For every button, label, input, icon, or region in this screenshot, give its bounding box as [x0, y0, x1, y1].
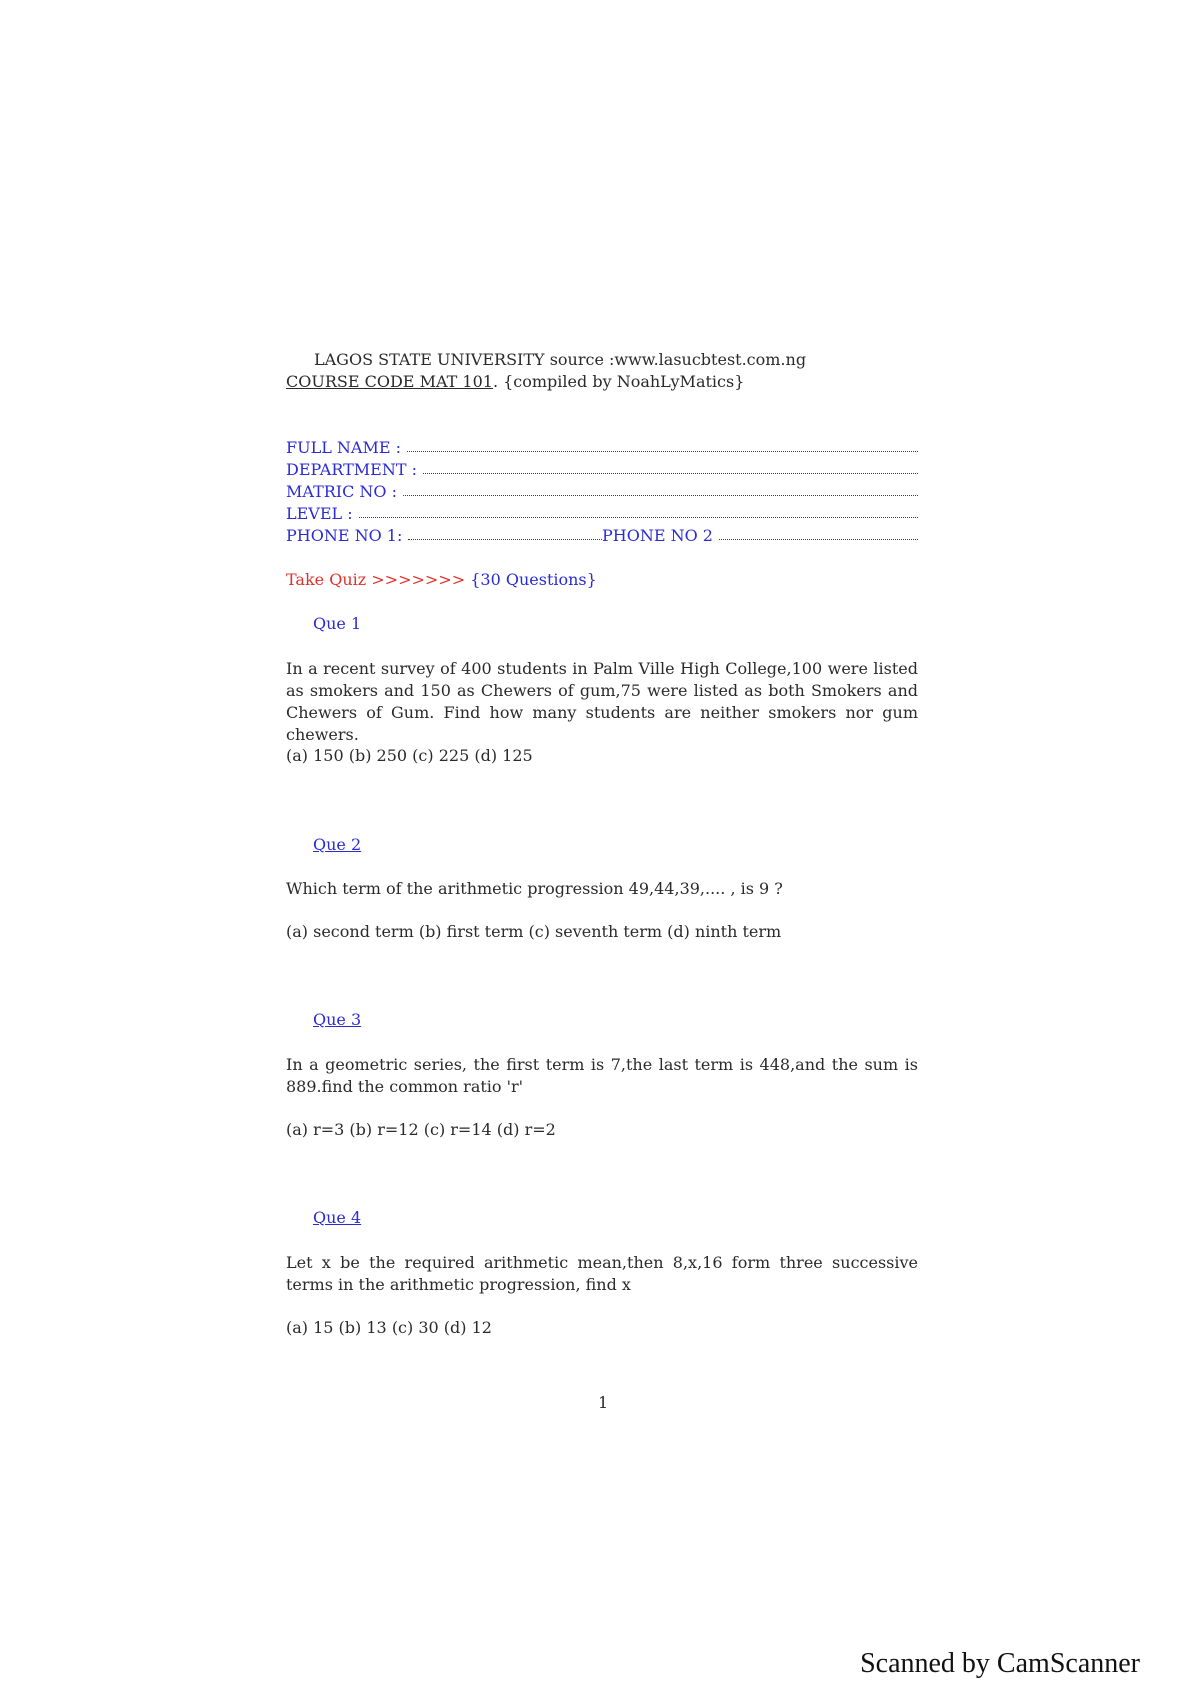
question-1-options: (a) 150 (b) 250 (c) 225 (d) 125 — [286, 746, 533, 765]
phone-no-1-field[interactable] — [286, 526, 602, 545]
take-quiz-line — [286, 570, 597, 589]
university-source-line: LAGOS STATE UNIVERSITY source :www.lasucbtest.com.ng — [314, 350, 807, 369]
question-2-label[interactable]: Que 2 — [313, 835, 362, 854]
department-label: DEPARTMENT : — [286, 460, 418, 479]
full-name-field[interactable] — [286, 438, 918, 457]
question-3-options: (a) r=3 (b) r=12 (c) r=14 (d) r=2 — [286, 1120, 556, 1139]
matric-no-label: MATRIC NO : — [286, 482, 398, 501]
level-label: LEVEL : — [286, 504, 353, 523]
compiled-by: . {compiled by NoahLyMatics} — [492, 372, 745, 391]
level-field[interactable] — [286, 504, 918, 523]
phone-no-2-label: PHONE NO 2 — [602, 526, 713, 545]
question-2-text: Which term of the arithmetic progression 49,44,39,.... , is 9 ? — [286, 879, 783, 898]
question-2-options: (a) second term (b) first term (c) seventh term (d) ninth term — [286, 922, 782, 941]
matric-no-field[interactable] — [286, 482, 918, 501]
take-quiz-link[interactable]: Take Quiz >>>>>>> — [286, 570, 466, 589]
department-blank[interactable] — [423, 460, 918, 474]
question-1-label: Que 1 — [313, 614, 362, 633]
question-3-label[interactable]: Que 3 — [313, 1010, 362, 1029]
course-code: COURSE CODE MAT 101 — [286, 372, 493, 391]
course-line — [286, 372, 744, 391]
matric-no-blank[interactable] — [403, 482, 918, 496]
question-4-options: (a) 15 (b) 13 (c) 30 (d) 12 — [286, 1318, 492, 1337]
page-number: 1 — [598, 1393, 609, 1412]
department-field[interactable] — [286, 460, 918, 479]
camscanner-watermark: Scanned by CamScanner — [860, 1648, 1140, 1679]
phone-no-1-label: PHONE NO 1: — [286, 526, 403, 545]
phone-no-2-field[interactable] — [602, 526, 918, 545]
phone-no-2-blank[interactable] — [719, 526, 918, 540]
full-name-blank[interactable] — [407, 438, 918, 452]
question-4-text: Let x be the required arithmetic mean,then 8,x,16 form three successive terms in the arithmetic progression, find x — [286, 1253, 918, 1294]
phone-no-1-blank[interactable] — [408, 526, 602, 540]
phone-fields — [286, 526, 918, 545]
question-1-text: In a recent survey of 400 students in Palm Ville High College,100 were listed as smokers and 150 as Chewers of gum,75 were listed as both Smokers and Chewers of Gum. Find how many students are neither smokers nor gum chewers. — [286, 659, 918, 744]
level-blank[interactable] — [359, 504, 918, 518]
question-count: {30 Questions} — [470, 570, 597, 589]
full-name-label: FULL NAME : — [286, 438, 402, 457]
question-4-label[interactable]: Que 4 — [313, 1208, 362, 1227]
question-3-text: In a geometric series, the first term is 7,the last term is 448,and the sum is 889.find the common ratio 'r' — [286, 1055, 918, 1096]
